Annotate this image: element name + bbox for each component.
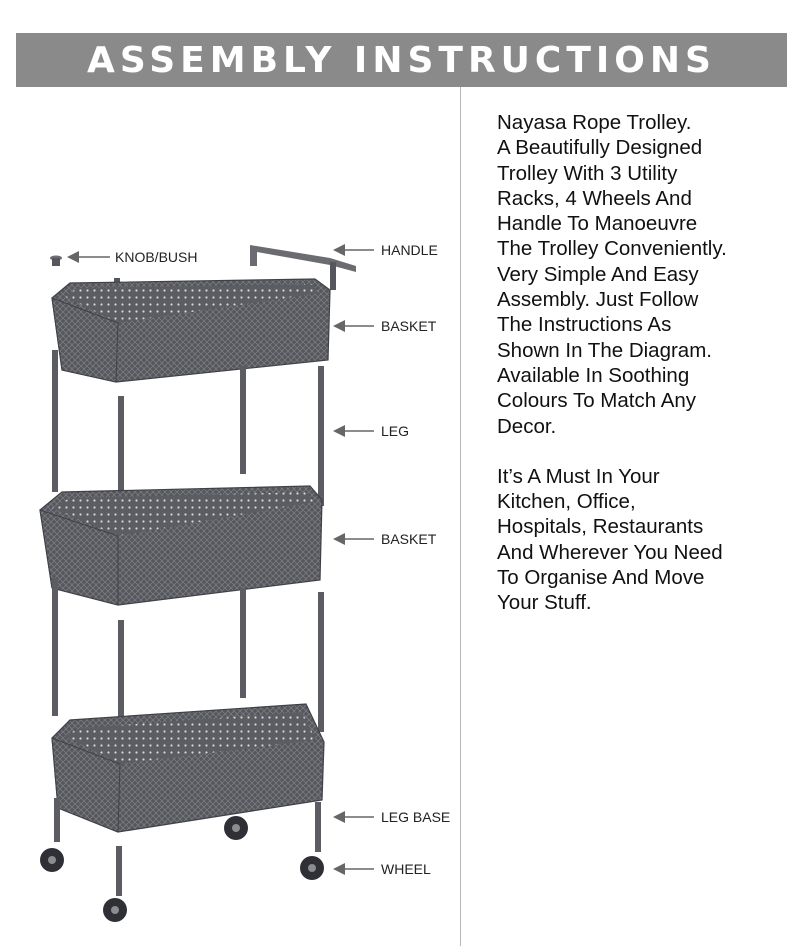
label-knob-bush: KNOB/BUSH <box>115 249 198 265</box>
desc-line: Kitchen, Office, <box>497 490 636 514</box>
desc-line: Assembly. Just Follow <box>497 288 699 312</box>
title-banner <box>16 33 787 87</box>
desc-line: A Beautifully Designed <box>497 136 703 160</box>
label-basket-top: BASKET <box>381 318 437 334</box>
desc-line: Nayasa Rope Trolley. <box>497 111 692 134</box>
middle-basket-part <box>40 486 322 605</box>
knob-bush-part <box>50 256 62 267</box>
label-handle: HANDLE <box>381 242 438 258</box>
desc-line: Shown In The Diagram. <box>497 338 712 362</box>
desc-line: Trolley With 3 Utility <box>497 161 678 185</box>
desc-line: Your Stuff. <box>497 591 592 615</box>
description-paragraph-2 <box>497 464 797 616</box>
desc-line: Handle To Manoeuvre <box>497 212 698 236</box>
page-title: ASSEMBLY INSTRUCTIONS <box>87 39 716 81</box>
desc-line: Colours To Match Any <box>497 389 697 413</box>
top-basket-part <box>52 278 330 382</box>
desc-line: Very Simple And Easy <box>497 262 699 286</box>
product-description <box>497 110 797 616</box>
exploded-trolley-diagram <box>0 90 460 946</box>
desc-line: Decor. <box>497 414 557 438</box>
desc-line: And Wherever You Need <box>497 540 723 564</box>
description-paragraph-1 <box>497 110 797 439</box>
desc-line: Hospitals, Restaurants <box>497 515 704 539</box>
desc-line: Racks, 4 Wheels And <box>497 186 692 210</box>
label-leg: LEG <box>381 423 410 439</box>
desc-line: Available In Soothing <box>497 363 690 387</box>
bottom-basket-part <box>52 704 324 832</box>
label-wheel: WHEEL <box>381 861 431 877</box>
label-leg-base: LEG BASE <box>381 809 451 825</box>
column-divider <box>460 87 461 946</box>
label-basket-middle: BASKET <box>381 531 437 547</box>
desc-line: The Instructions As <box>497 313 672 337</box>
wheel-parts <box>40 816 324 922</box>
desc-line: To Organise And Move <box>497 566 705 590</box>
desc-line: The Trolley Conveniently. <box>497 237 727 261</box>
desc-line: It’s A Must In Your <box>497 464 660 488</box>
